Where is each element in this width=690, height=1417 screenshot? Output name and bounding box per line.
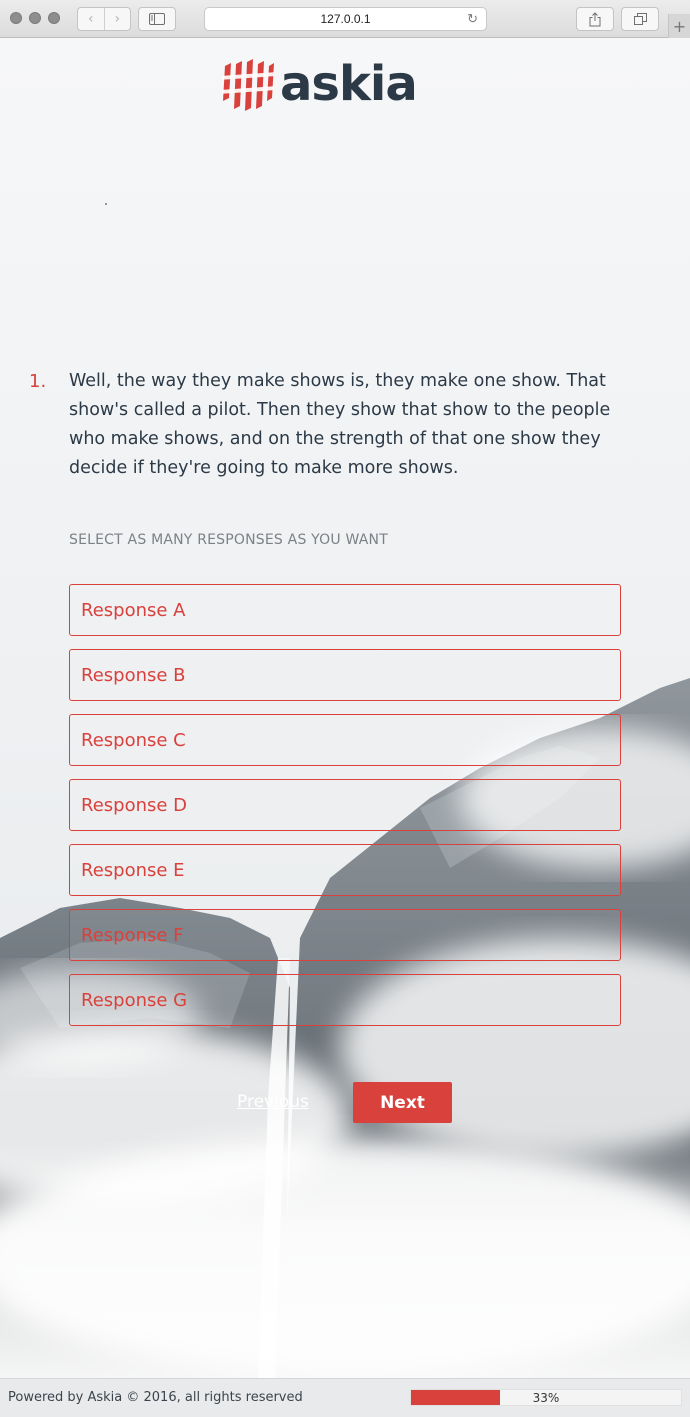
response-option-e[interactable] [69,844,621,896]
survey-page [0,38,690,1378]
question-instruction: SELECT AS MANY RESPONSES AS YOU WANT [69,532,388,548]
previous-link[interactable]: Previous [237,1092,309,1112]
response-label: Response D [81,794,188,816]
question-number: 1. [29,371,47,392]
response-label: Response C [81,729,186,751]
progress-bar [410,1389,682,1406]
askia-logo-mark-icon [222,58,274,112]
share-icon [589,12,601,27]
address-text: 127.0.0.1 [320,12,371,26]
back-button[interactable]: ‹ [87,11,94,27]
sidebar-toggle-button[interactable] [138,7,176,31]
new-tab-button[interactable]: + [668,14,690,38]
response-label: Response F [81,924,184,946]
reload-icon[interactable]: ↻ [467,11,478,26]
question-text: Well, the way they make shows is, they make one show. That show's called a pilot. Then they show that show to the people who make shows, and on the strength of that one show they decide if they're going to make more shows. [69,371,611,478]
response-label: Response B [81,664,186,686]
response-option-d[interactable] [69,779,621,831]
response-label: Response G [81,989,188,1011]
response-label: Response E [81,859,185,881]
response-option-f[interactable] [69,909,621,961]
share-button[interactable] [576,7,614,31]
progress-label: 33% [532,1390,560,1405]
response-label: Response A [81,599,186,621]
tabs-overview-button[interactable] [621,7,659,31]
close-window-icon[interactable] [10,12,22,24]
response-option-a[interactable] [69,584,621,636]
address-bar[interactable] [204,7,487,31]
sidebar-icon [149,13,165,25]
footer [0,1378,690,1417]
minimize-window-icon[interactable] [29,12,41,24]
response-list [69,584,621,1039]
response-option-g[interactable] [69,974,621,1026]
forward-button[interactable]: › [104,8,131,30]
response-option-c[interactable] [69,714,621,766]
next-button[interactable]: Next [353,1082,452,1123]
logo-wordmark: askia [280,56,417,112]
decorative-dot [105,203,107,205]
history-nav [77,7,131,31]
response-option-b[interactable] [69,649,621,701]
powered-by-text: Powered by Askia © 2016, all rights reserved [8,1390,303,1405]
tabs-icon [634,13,647,25]
askia-logo [222,56,472,114]
browser-toolbar [0,0,690,38]
zoom-window-icon[interactable] [48,12,60,24]
